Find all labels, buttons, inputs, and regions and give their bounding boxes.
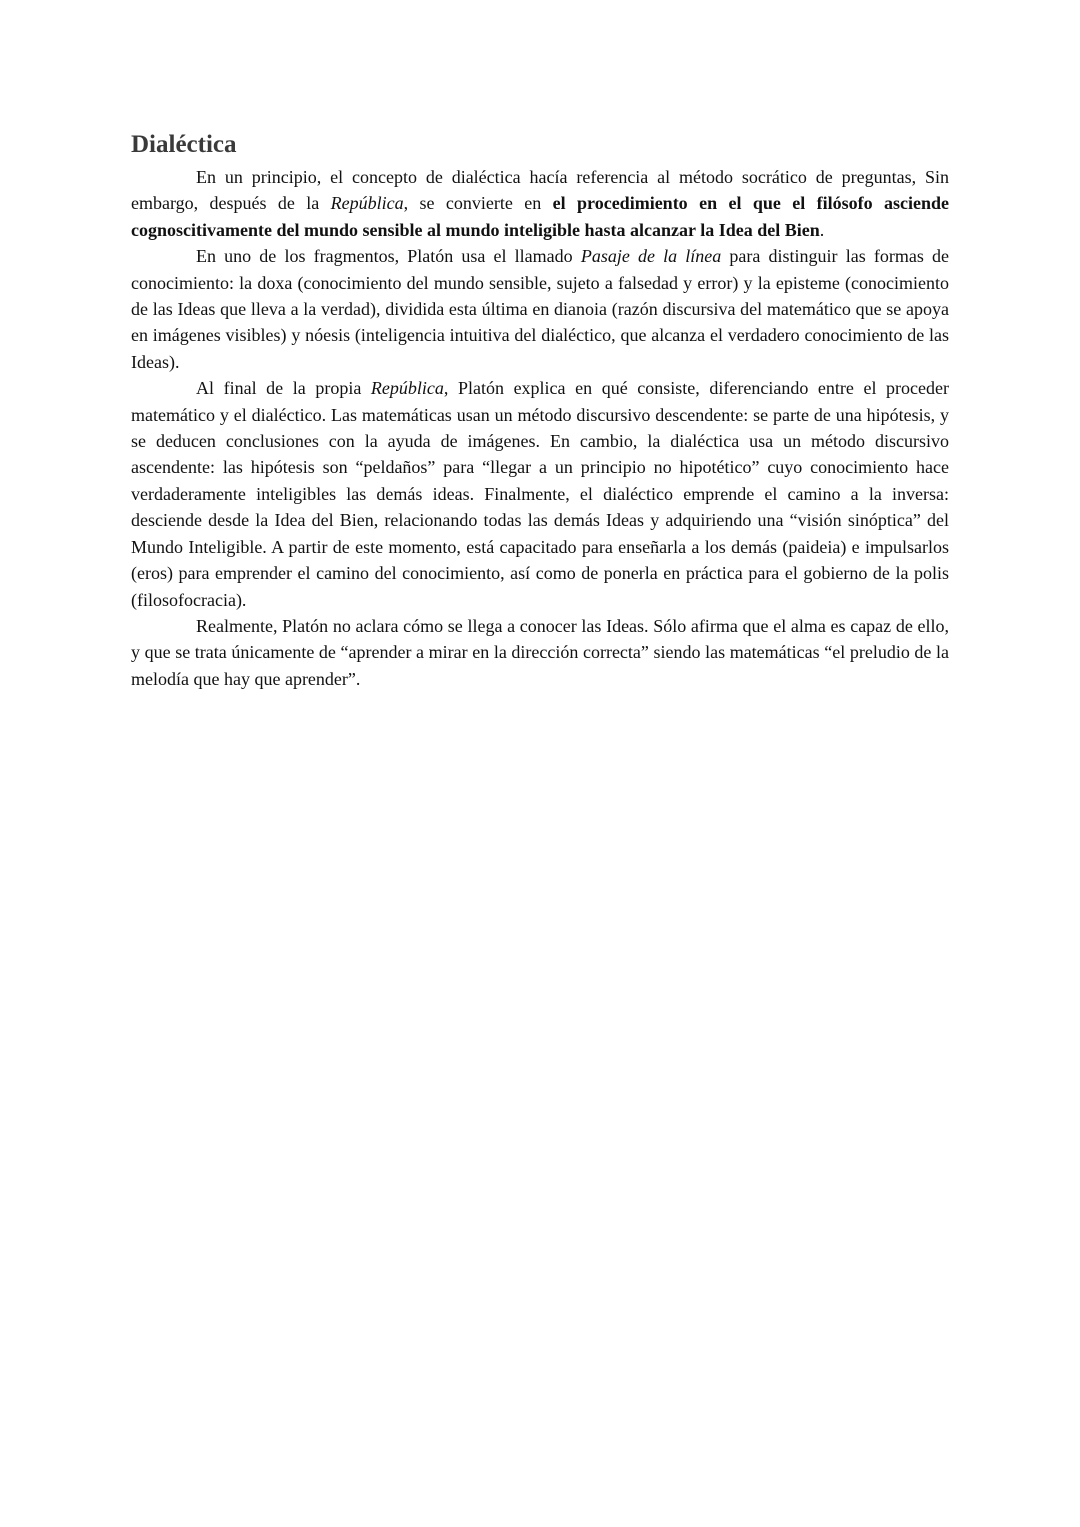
italic-text: República: [370, 378, 444, 399]
paragraph-republic-end: [131, 375, 949, 613]
paragraph-text: para distinguir las formas de conocimiento: la doxa (conocimiento del mundo sensible, sujeto a falsedad y error) y la episteme (conocimiento de las Ideas que lleva a la verdad), dividida esta última en dianoia (razón discursiva del matemático que se apoya en imágenes visibles) y nóesis (inteligencia intuitiva del dialéctico, que alcanza el verdadero conocimiento de las Ideas).: [131, 246, 949, 372]
paragraph-intro: [131, 164, 949, 243]
paragraph-text: .: [819, 219, 825, 240]
paragraph-conclusion: [131, 613, 949, 692]
paragraph-text: En un principio, el concepto de dialéctica hacía referencia al método socrático de preguntas, Sin embargo, después de la: [131, 167, 949, 214]
paragraph-text: Al final de la propia: [196, 378, 371, 399]
paragraph-line-passage: [131, 243, 949, 375]
section-title: Dialéctica: [131, 131, 237, 158]
paragraph-text: , se convierte en: [403, 193, 553, 214]
italic-text: República: [330, 193, 404, 214]
paragraph-text: Realmente, Platón no aclara cómo se llega a conocer las Ideas. Sólo afirma que el alma es capaz de ello, y que se trata únicamente de “aprender a mirar en la dirección correcta” siendo las matemáticas “el preludio de la melodía que hay que aprender”.: [131, 615, 949, 689]
paragraph-text: , Platón explica en qué consiste, diferenciando entre el proceder matemático y el dialéctico. Las matemáticas usan un método discursivo descendente: se parte de una hipótesis, y se deducen conclusiones con la ayuda de imágenes. En cambio, la dialéctica usa un método discursivo ascendente: las hipótesis son “peldaños” para “llegar a un principio no hipotético” cuyo conocimiento hace verdaderamente inteligibles las demás ideas. Finalmente, el dialéctico emprende el camino a la inversa: desciende desde la Idea del Bien, relacionando todas las demás Ideas y adquiriendo una “visión sinóptica” del Mundo Inteligible. A partir de este momento, está capacitado para enseñarla a los demás (paideia) e impulsarlos (eros) para emprender el camino del conocimiento, así como de ponerla en práctica para el gobierno de la polis (filosofocracia).: [131, 378, 950, 610]
bold-text: el procedimiento en el que el filósofo asciende cognoscitivamente del mundo sensible al mundo inteligible hasta alcanzar la Idea del Bien: [131, 193, 949, 240]
document-page: [131, 128, 949, 692]
italic-text: Pasaje de la línea: [580, 246, 722, 267]
paragraph-text: En uno de los fragmentos, Platón usa el llamado: [196, 246, 581, 267]
